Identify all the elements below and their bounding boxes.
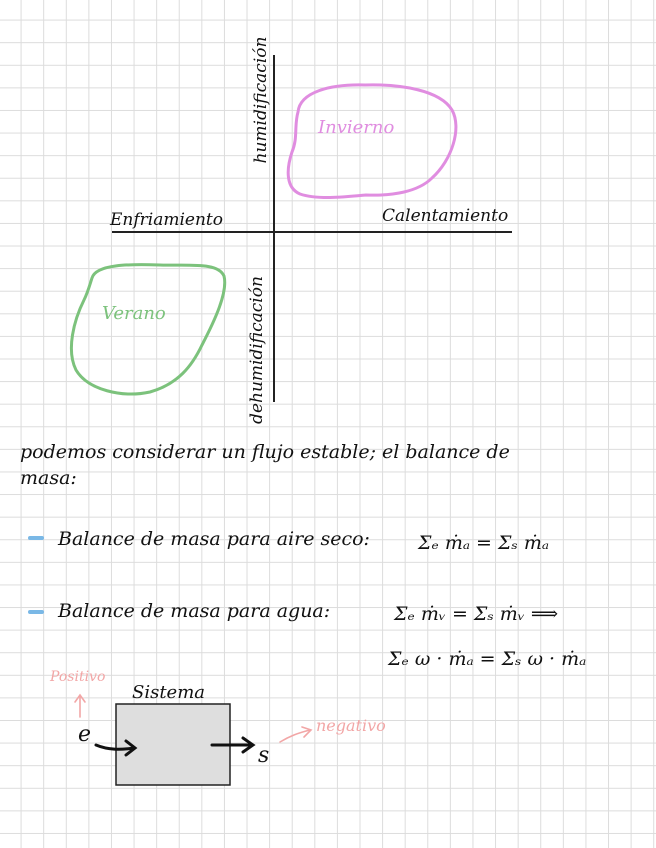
- axis-right-label: Calentamiento: [382, 206, 509, 226]
- axis-left-label: Enfriamiento: [110, 210, 223, 230]
- winter-region: [288, 85, 456, 198]
- inlet-label: e: [78, 722, 92, 747]
- negative-arrow: [280, 727, 311, 742]
- axis-bottom-label: dehumidificación: [247, 276, 267, 424]
- item2-equation-2: Σₑ ω · ṁₐ = Σₛ ω · ṁₐ: [388, 648, 587, 670]
- system-title: Sistema: [132, 682, 206, 703]
- positive-label: Positivo: [50, 669, 106, 685]
- item1-label: Balance de masa para aire seco:: [58, 528, 370, 550]
- negative-label: negativo: [316, 716, 386, 735]
- item2-equation: Σₑ ṁᵥ = Σₛ ṁᵥ ⟹: [394, 603, 559, 625]
- summer-region: [71, 265, 224, 394]
- item2-label: Balance de masa para agua:: [58, 600, 331, 622]
- winter-label: Invierno: [318, 117, 395, 138]
- paragraph-line-1: podemos considerar un flujo estable; el balance de: [20, 441, 510, 463]
- item1-equation: Σₑ ṁₐ = Σₛ ṁₐ: [418, 532, 550, 554]
- axis-top-label: humidificación: [251, 36, 271, 164]
- summer-label: Verano: [102, 303, 166, 324]
- outlet-label: s: [258, 743, 270, 768]
- positive-arrow: [75, 695, 85, 717]
- paragraph-line-2: masa:: [20, 467, 77, 489]
